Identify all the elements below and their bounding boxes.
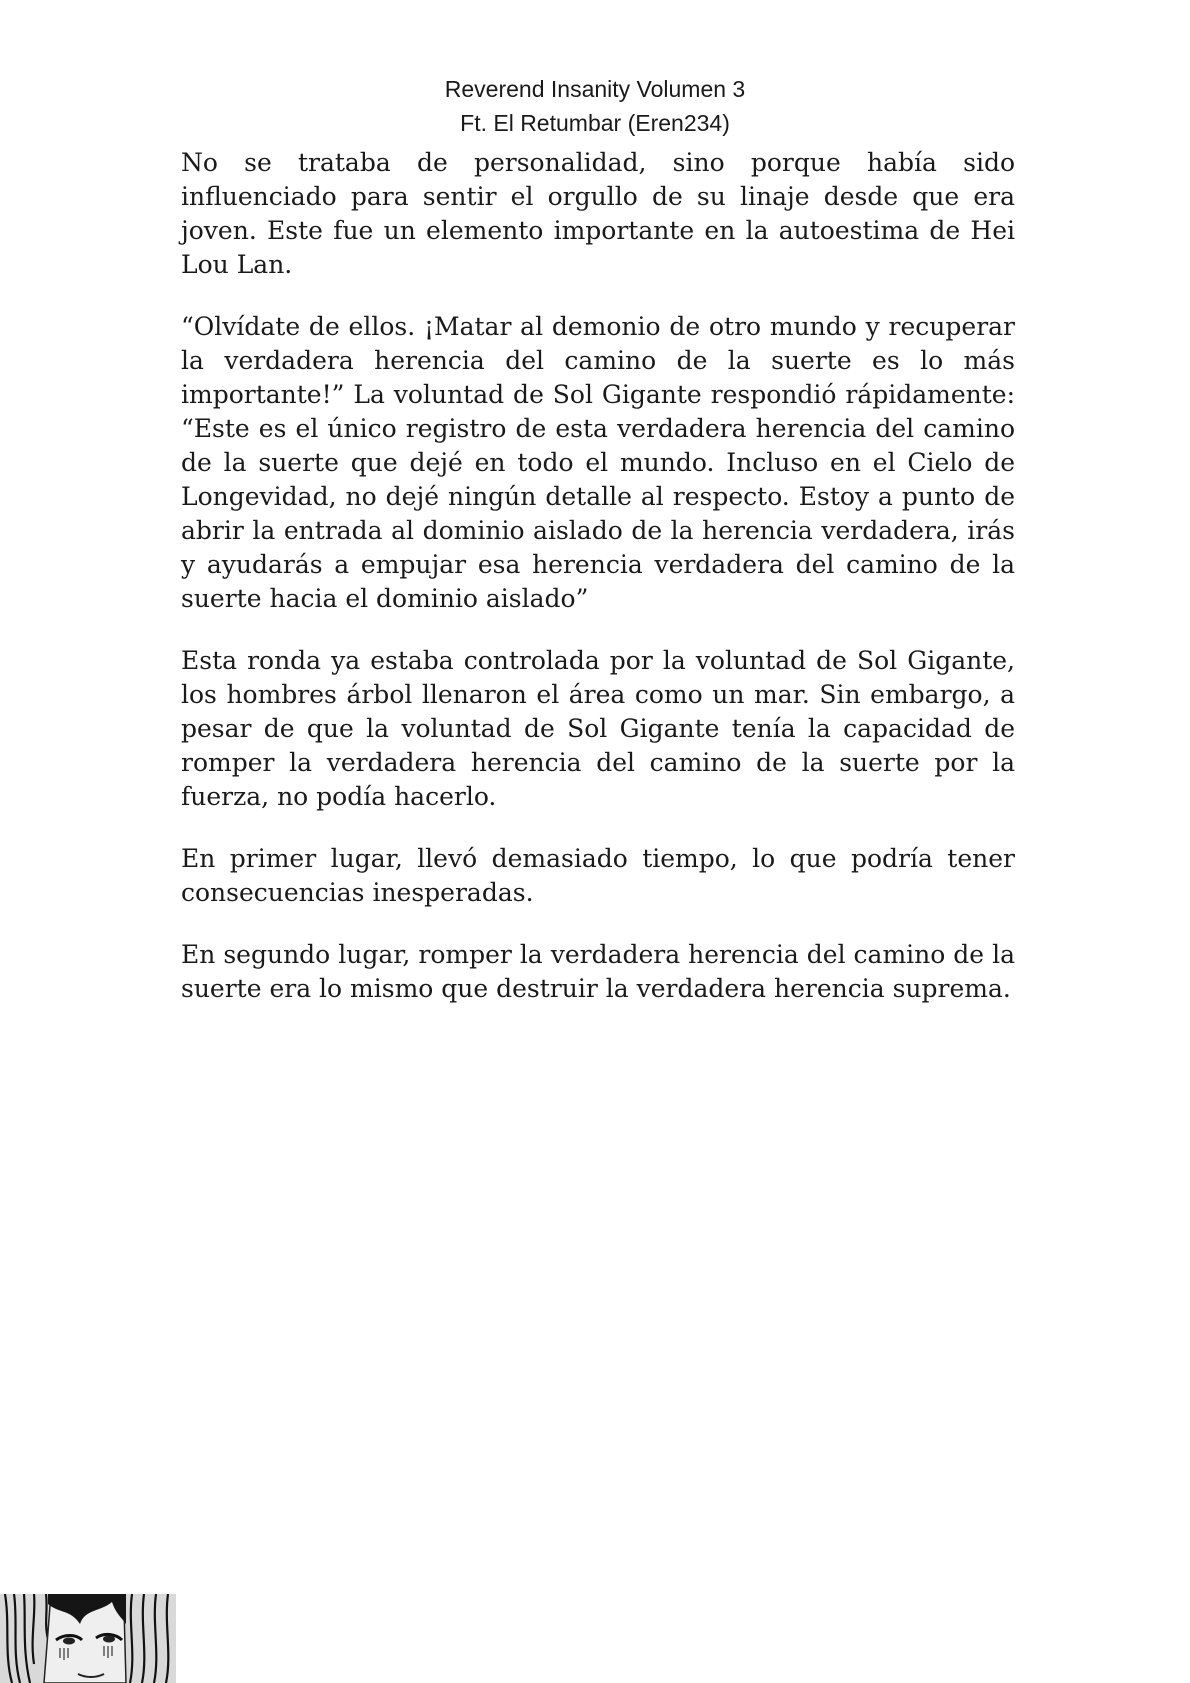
document-body bbox=[181, 146, 1015, 1034]
paragraph-3: Esta ronda ya estaba controlada por la voluntad de Sol Gigante, los hombres árbol llenaron el área como un mar. Sin embargo, a pesar de que la voluntad de Sol Gigante tenía la capacidad de romper la verdadera herencia del camino de la suerte por la fuerza, no podía hacerlo. bbox=[181, 646, 1015, 811]
header-title: Reverend Insanity Volumen 3 bbox=[444, 76, 746, 102]
paragraph-2: “Olvídate de ellos. ¡Matar al demonio de otro mundo y recuperar la verdadera herencia del camino de la suerte es lo más importante!” La voluntad de Sol Gigante respondió rápidamente: “Este es el único registro de esta verdadera herencia del camino de la suerte que dejé en todo el mundo. Incluso en el Cielo de Longevidad, no dejé ningún detalle al respecto. Estoy a punto de abrir la entrada al dominio aislado de la herencia verdadera, irás y ayudarás a empujar esa herencia verdadera del camino de la suerte hacia el dominio aislado” bbox=[181, 312, 1015, 613]
manga-character-portrait-icon bbox=[0, 1594, 176, 1683]
paragraph-4: En primer lugar, llevó demasiado tiempo, lo que podría tener consecuencias inesperadas. bbox=[181, 844, 1015, 907]
page-header bbox=[0, 72, 1190, 140]
paragraph-5: En segundo lugar, romper la verdadera herencia del camino de la suerte era lo mismo que destruir la verdadera herencia suprema. bbox=[181, 940, 1015, 1003]
paragraph-1: No se trataba de personalidad, sino porque había sido influenciado para sentir el orgullo de su linaje desde que era joven. Este fue un elemento importante en la autoestima de Hei Lou Lan. bbox=[181, 148, 1015, 279]
header-subtitle: Ft. El Retumbar (Eren234) bbox=[460, 110, 730, 136]
